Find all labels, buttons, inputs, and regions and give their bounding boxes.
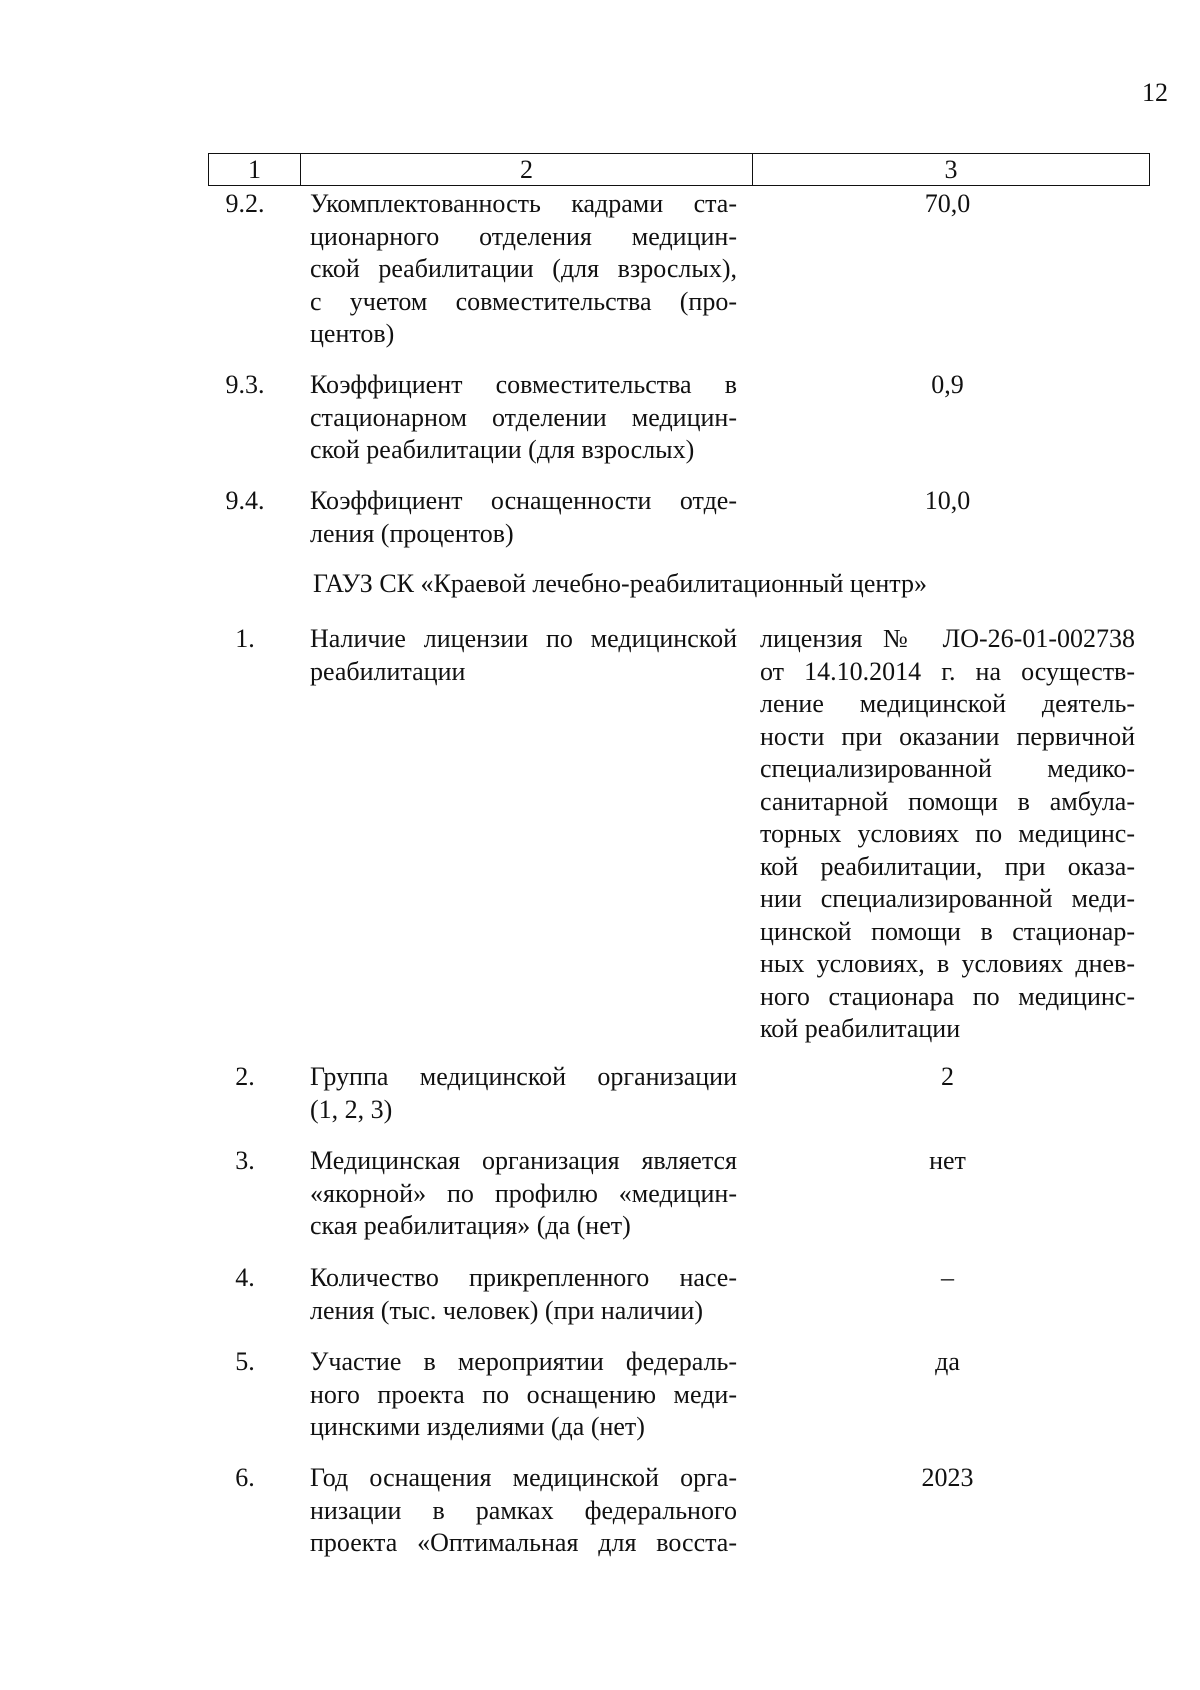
row-value-line: ных условиях, в условиях днев- [760,949,1135,978]
row-value: – [941,1263,954,1292]
row-label-line: ного проекта по оснащению меди- [310,1379,737,1409]
header-col-1: 1 [209,154,301,185]
row-label-line: ской реабилитации (для взрослых) [310,435,695,464]
row-label [310,623,737,688]
row-value-license [760,623,1135,1046]
row-label-line: Год оснащения медицинской орга- [310,1463,737,1492]
row-number: 1. [235,624,255,653]
row-value-line: санитарной помощи в амбула- [760,786,1135,816]
row-label [310,1462,737,1560]
row-label-line: цинскими изделиями (да (нет) [310,1412,645,1441]
table-header-row [208,153,1150,186]
row-label-line: ская реабилитация» (да (нет) [310,1211,631,1240]
row-number: 2. [235,1062,255,1091]
row-label [310,1262,737,1327]
row-label-line: Укомплектованность кадрами ста- [310,189,737,218]
row-label-line: ления (тыс. человек) (при наличии) [310,1295,703,1325]
row-label [310,1061,737,1126]
header-col-2: 2 [301,154,753,185]
row-label-line: стационарном отделении медицин- [310,402,737,432]
row-label-line: центов) [310,319,395,348]
row-value-line: нии специализированной меди- [760,884,1135,913]
row-label-line: Коэффициент оснащенности отде- [310,486,737,515]
row-label-line: Наличие лицензии по медицинской [310,624,737,653]
row-label-line: с учетом совместительства (про- [310,286,737,316]
row-value-line: кой реабилитации [760,1014,961,1043]
row-value-line: от 14.10.2014 г. на осуществ- [760,656,1135,686]
header-col-3: 3 [944,154,958,184]
row-value-line: торных условиях по медицинс- [760,819,1135,848]
row-label-line: «якорной» по профилю «медицин- [310,1178,737,1208]
row-value-line: ности при оказании первичной [760,721,1135,751]
row-label-line: Группа медицинской организации [310,1062,737,1091]
section-title: ГАУЗ СК «Краевой лечебно-реабилитационный центр» [313,569,927,598]
row-number: 9.2. [225,189,265,218]
row-label [310,188,737,351]
row-value: 0,9 [931,370,964,399]
row-label-line: Участие в мероприятии федераль- [310,1347,737,1376]
row-value: 2 [941,1062,954,1091]
row-value-line: лицензия № ЛО-26-01-002738 [760,624,1135,653]
row-label [310,1145,737,1243]
row-value-line: кой реабилитации, при оказа- [760,851,1135,881]
row-label-line: Коэффициент совместительства в [310,370,737,399]
row-value-line: цинской помощи в стационар- [760,916,1135,946]
row-number: 3. [235,1146,255,1175]
row-value-line: специализированной медико- [760,754,1135,783]
row-number: 4. [235,1263,255,1292]
row-value-line: ление медицинской деятель- [760,689,1135,718]
row-label-line: (1, 2, 3) [310,1094,393,1124]
row-label-line: реабилитации [310,656,466,686]
row-label-line: ской реабилитации (для взрослых), [310,254,737,283]
row-value: да [935,1347,960,1376]
row-value: 2023 [921,1463,974,1492]
row-value-line: ного стационара по медицинс- [760,981,1135,1011]
row-label [310,485,737,550]
row-label [310,369,737,467]
row-label-line: низации в рамках федерального [310,1495,737,1525]
row-value: 10,0 [924,486,971,515]
row-number: 9.4. [225,486,265,515]
row-value: 70,0 [924,189,971,218]
row-label-line: ления (процентов) [310,518,514,548]
row-value: нет [929,1146,966,1175]
page-number: 12 [1142,78,1168,107]
row-number: 9.3. [225,370,265,399]
row-label-line: Количество прикрепленного насе- [310,1263,737,1292]
row-label-line: проекта «Оптимальная для восста- [310,1528,737,1557]
row-label [310,1346,737,1444]
row-label-line: Медицинская организация является [310,1146,737,1175]
row-number: 6. [235,1463,255,1492]
row-label-line: ционарного отделения медицин- [310,221,737,251]
row-number: 5. [235,1347,255,1376]
